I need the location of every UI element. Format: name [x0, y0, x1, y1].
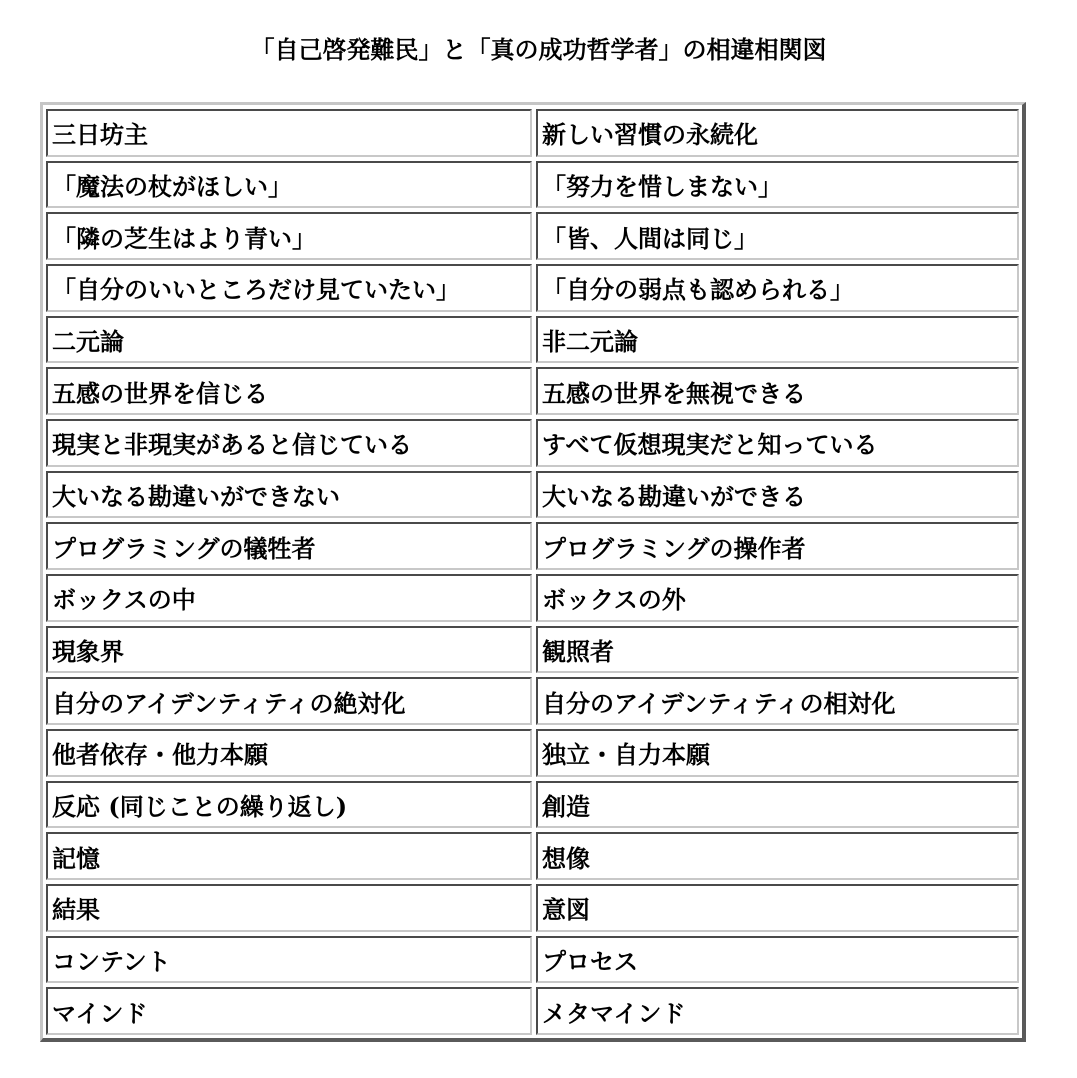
right-cell: 非二元論: [536, 316, 1019, 364]
table-row: [46, 419, 1019, 467]
table-row: [46, 212, 1019, 260]
left-cell: 記憶: [46, 832, 532, 880]
table-row: [46, 471, 1019, 519]
right-cell: 観照者: [536, 626, 1019, 674]
right-cell: 想像: [536, 832, 1019, 880]
right-cell: 自分のアイデンティティの相対化: [536, 677, 1019, 725]
left-cell: 自分のアイデンティティの絶対化: [46, 677, 532, 725]
right-cell: プロセス: [536, 936, 1019, 984]
table-row: [46, 109, 1019, 157]
left-cell: 結果: [46, 884, 532, 932]
left-cell: 現象界: [46, 626, 532, 674]
left-cell: 現実と非現実があると信じている: [46, 419, 532, 467]
right-cell: ボックスの外: [536, 574, 1019, 622]
comparison-table: [40, 102, 1026, 1042]
left-cell: 「魔法の杖がほしい」: [46, 161, 532, 209]
table-row: [46, 264, 1019, 312]
table-row: [46, 936, 1019, 984]
left-cell: 「隣の芝生はより青い」: [46, 212, 532, 260]
right-cell: 「自分の弱点も認められる」: [536, 264, 1019, 312]
table-body: [46, 109, 1019, 1035]
right-cell: プログラミングの操作者: [536, 522, 1019, 570]
table-row: [46, 677, 1019, 725]
table-row: [46, 522, 1019, 570]
right-cell: 五感の世界を無視できる: [536, 367, 1019, 415]
left-cell: 「自分のいいところだけ見ていたい」: [46, 264, 532, 312]
table-row: [46, 729, 1019, 777]
right-cell: 「皆、人間は同じ」: [536, 212, 1019, 260]
table-row: [46, 574, 1019, 622]
left-cell: マインド: [46, 987, 532, 1035]
table-row: [46, 367, 1019, 415]
left-cell: 二元論: [46, 316, 532, 364]
table-row: [46, 316, 1019, 364]
table-row: [46, 987, 1019, 1035]
right-cell: 「努力を惜しまない」: [536, 161, 1019, 209]
left-cell: プログラミングの犠牲者: [46, 522, 532, 570]
right-cell: すべて仮想現実だと知っている: [536, 419, 1019, 467]
table-row: [46, 781, 1019, 829]
left-cell: 反応 (同じことの繰り返し): [46, 781, 532, 829]
right-cell: 新しい習慣の永続化: [536, 109, 1019, 157]
right-cell: 独立・自力本願: [536, 729, 1019, 777]
left-cell: 五感の世界を信じる: [46, 367, 532, 415]
table-row: [46, 832, 1019, 880]
right-cell: 大いなる勘違いができる: [536, 471, 1019, 519]
left-cell: 他者依存・他力本願: [46, 729, 532, 777]
page-title: 「自己啓発難民」と「真の成功哲学者」の相違相関図: [250, 35, 827, 64]
right-cell: メタマインド: [536, 987, 1019, 1035]
table-row: [46, 884, 1019, 932]
left-cell: コンテント: [46, 936, 532, 984]
right-cell: 創造: [536, 781, 1019, 829]
table-row: [46, 161, 1019, 209]
left-cell: 三日坊主: [46, 109, 532, 157]
left-cell: 大いなる勘違いができない: [46, 471, 532, 519]
table-row: [46, 626, 1019, 674]
right-cell: 意図: [536, 884, 1019, 932]
left-cell: ボックスの中: [46, 574, 532, 622]
